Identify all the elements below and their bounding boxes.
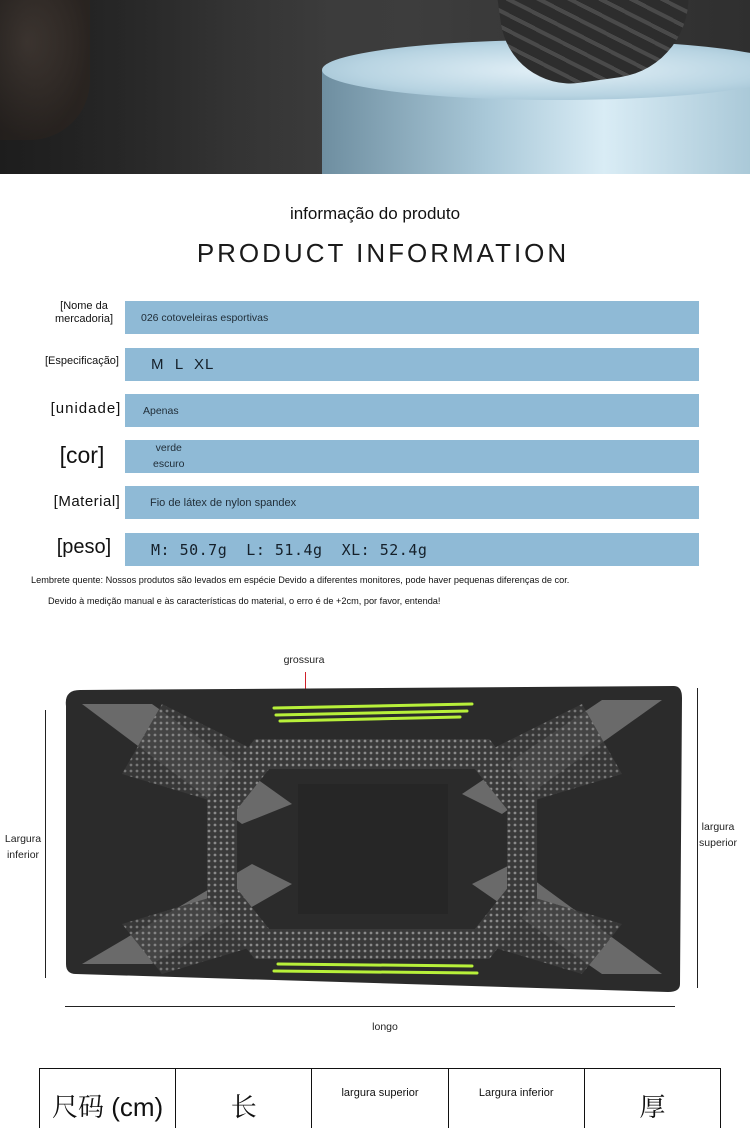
notice-line-1: Lembrete quente: Nossos produtos são levados em espécie Devido a diferentes monitores, pode haver pequenas diferenças de cor.	[31, 575, 570, 585]
label-weight: [peso]	[56, 536, 112, 558]
size-header-thickness-text: 厚	[639, 1092, 666, 1122]
notice-line-2: Devido à medição manual e às características do material, o erro é de +2cm, por favor, entenda!	[48, 596, 441, 606]
size-header-size	[40, 1069, 176, 1128]
value-bar-weight	[125, 533, 699, 566]
value-specification: M L XL	[151, 356, 215, 373]
value-product-name: 026 cotoveleiras esportivas	[141, 311, 269, 324]
size-header-upper-width-text: largura superior	[341, 1087, 419, 1099]
length-line	[65, 1006, 675, 1007]
label-product-name: [Nome da mercadoria]	[54, 300, 114, 325]
label-unit: [unidade]	[50, 400, 122, 417]
size-header-upper-width	[312, 1069, 448, 1128]
value-unit: Apenas	[143, 404, 179, 417]
size-header-length-text: 长	[230, 1092, 257, 1122]
label-specification: [Especificação]	[45, 355, 119, 367]
elbow-sleeve-graphic	[62, 684, 684, 994]
label-color: [cor]	[59, 442, 105, 468]
value-color: verde escuro	[153, 442, 185, 470]
size-header-lower-width-text: Largura inferior	[478, 1087, 554, 1099]
label-material: [Material]	[53, 493, 121, 510]
label-upper-width: largura superior	[699, 821, 737, 849]
hero-photo	[0, 0, 750, 174]
size-header-thickness	[585, 1069, 720, 1128]
label-thickness: grossura	[283, 654, 325, 666]
section-title-en: PRODUCT INFORMATION	[196, 238, 570, 268]
value-weight: M: 50.7g L: 51.4g XL: 52.4g	[151, 540, 428, 559]
size-header-size-text: 尺码 (cm)	[52, 1092, 164, 1122]
elbow-sleeve-image	[62, 684, 684, 994]
value-material: Fio de látex de nylon spandex	[150, 496, 297, 509]
label-length: longo	[372, 1021, 398, 1033]
photo-shade	[0, 0, 330, 174]
value-bar-unit	[125, 394, 699, 427]
size-header-length	[176, 1069, 312, 1128]
value-bar-color	[125, 440, 699, 473]
label-lower-width: Largura inferior	[4, 833, 42, 861]
value-bar-specification	[125, 348, 699, 381]
section-title-pt: informação do produto	[289, 204, 461, 223]
size-header-lower-width	[449, 1069, 585, 1128]
value-bar-material	[125, 486, 699, 519]
value-bar-product-name	[125, 301, 699, 334]
size-table	[39, 1068, 721, 1128]
